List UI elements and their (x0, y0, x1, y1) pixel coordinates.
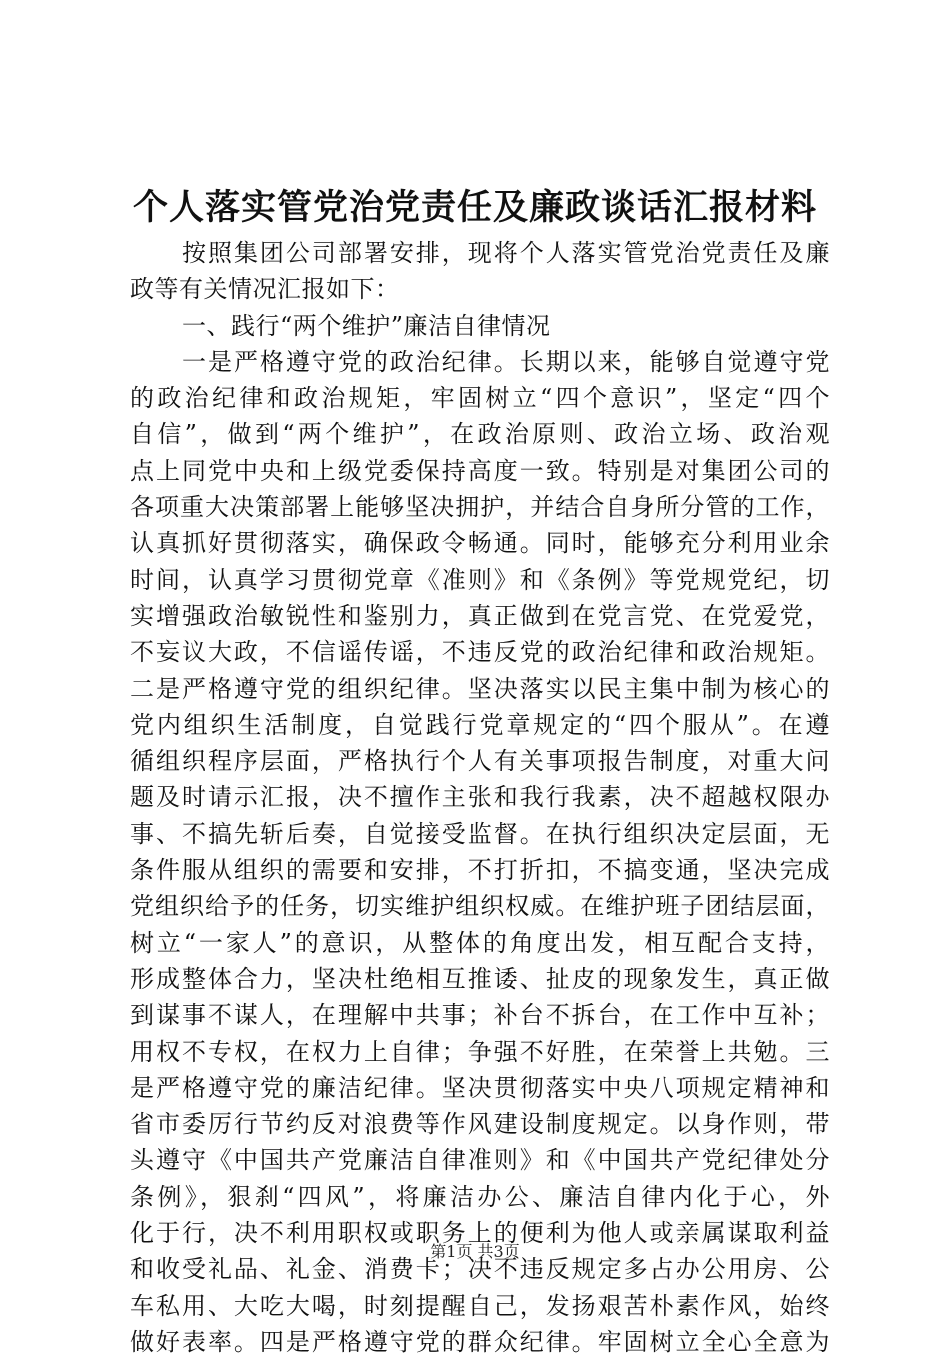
body-line: 树立“一家人”的意识，从整体的角度出发，相互配合支持， (130, 928, 830, 957)
body-line: 形成整体合力，坚决杜绝相互推诿、扯皮的现象发生，真正做 (130, 964, 830, 993)
body-line: 一是严格遵守党的政治纪律。长期以来，能够自觉遵守党 (182, 347, 830, 376)
body-line: 车私用、大吃大喝，时刻提醒自己，发扬艰苦朴素作风，始终 (130, 1291, 830, 1320)
body-line: 认真抓好贯彻落实，确保政令畅通。同时，能够充分利用业余 (130, 529, 830, 558)
body-line: 党组织给予的任务，切实维护组织权威。在维护班子团结层面， (130, 892, 830, 921)
body-line: 条件服从组织的需要和安排，不打折扣，不搞变通，坚决完成 (130, 856, 830, 885)
body-line: 头遵守《中国共产党廉洁自律准则》和《中国共产党纪律处分 (130, 1146, 830, 1175)
body-line: 时间，认真学习贯彻党章《准则》和《条例》等党规党纪，切 (130, 565, 830, 594)
body-line: 按照集团公司部署安排，现将个人落实管党治党责任及廉 (182, 239, 830, 267)
body-line: 化于行，决不利用职权或职务上的便利为他人或亲属谋取利益 (130, 1219, 830, 1248)
body-line: 和收受礼品、礼金、消费卡；决不违反规定多占办公用房、公 (130, 1255, 830, 1284)
document-body (130, 235, 830, 1360)
body-line: 政等有关情况汇报如下： (130, 275, 400, 304)
body-line: 实增强政治敏锐性和鉴别力，真正做到在党言党、在党爱党， (130, 601, 830, 630)
body-line: 题及时请示汇报，决不擅作主张和我行我素，决不超越权限办 (130, 783, 830, 812)
document-title: 个人落实管党治党责任及廉政谈话汇报材料 (132, 187, 817, 228)
body-line: 事、不搞先斩后奏，自觉接受监督。在执行组织决定层面，无 (130, 819, 830, 848)
page-number: 第1页 共3页 (430, 1242, 520, 1261)
body-line: 党内组织生活制度，自觉践行党章规定的“四个服从”。在遵 (130, 710, 830, 739)
body-line: 到谋事不谋人，在理解中共事；补台不拆台，在工作中互补； (130, 1001, 830, 1030)
body-line: 用权不专权，在权力上自律；争强不好胜，在荣誉上共勉。三 (130, 1037, 830, 1066)
body-line: 做好表率。四是严格遵守党的群众纪律。牢固树立全心全意为 (130, 1327, 830, 1356)
body-line: 自信”，做到“两个维护”，在政治原则、政治立场、政治观 (130, 420, 830, 449)
body-line: 二是严格遵守党的组织纪律。坚决落实以民主集中制为核心的 (130, 674, 830, 703)
body-line: 循组织程序层面，严格执行个人有关事项报告制度，对重大问 (130, 747, 830, 776)
body-line: 条例》，狠刹“四风”，将廉洁办公、廉洁自律内化于心，外 (130, 1182, 830, 1211)
body-line: 是严格遵守党的廉洁纪律。坚决贯彻落实中央八项规定精神和 (130, 1073, 830, 1102)
body-line: 的政治纪律和政治规矩，牢固树立“四个意识”，坚定“四个 (130, 384, 830, 413)
body-line: 各项重大决策部署上能够坚决拥护，并结合自身所分管的工作， (130, 493, 830, 522)
body-line: 不妄议大政，不信谣传谣，不违反党的政治纪律和政治规矩。 (130, 638, 830, 667)
body-line: 省市委厉行节约反对浪费等作风建设制度规定。以身作则，带 (130, 1110, 830, 1139)
body-line: 点上同党中央和上级党委保持高度一致。特别是对集团公司的 (130, 456, 830, 485)
section-heading: 一、践行“两个维护”廉洁自律情况 (182, 311, 551, 340)
